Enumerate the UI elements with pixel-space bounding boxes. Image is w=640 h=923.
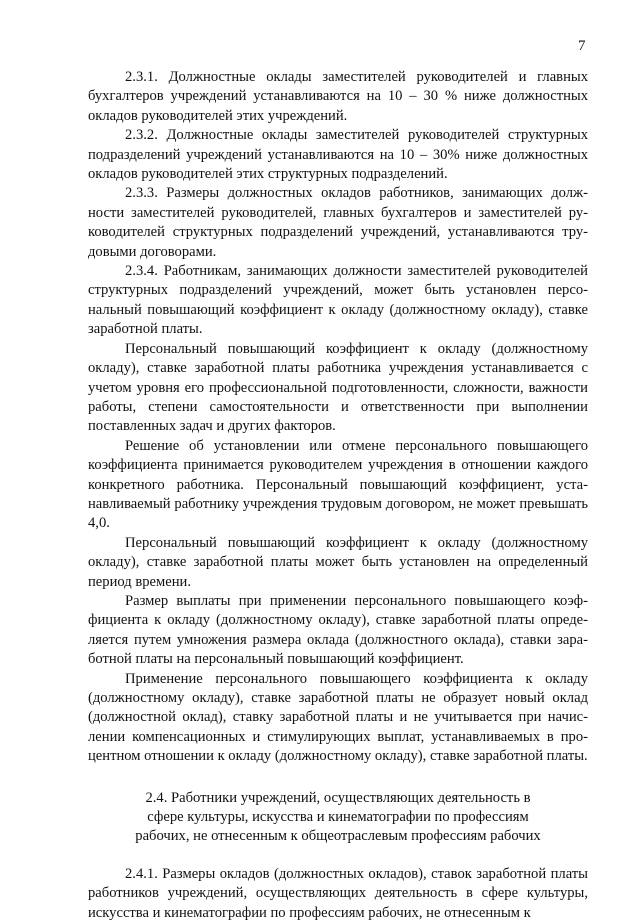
section-heading-line: сфере культуры, искусства и кинематографии по профессиям: [147, 809, 529, 826]
section-heading-2-4: [88, 789, 588, 847]
paragraph-2-4-1: 2.4.1. Размеры окладов (должностных окладов), ставок заработной платы работников учреждений, осуществляющих деятельность в сфере культуры, искусства и кинематографии по профессиям рабочих, не отнесенным к: [88, 865, 588, 921]
paragraph-2-3-2: 2.3.2. Должностные оклады заместителей руководителей структурных подразделений учреждений устанавливаются на 10 – 30% ниже должностных окладов руководителей этих структурных подразделений.: [88, 127, 588, 183]
paragraph-coefficient-definition: Персональный повышающий коэффициент к окладу (должностному окладу), ставке заработной платы работника учреждения устанавливается с учетом уровня его профессиональной подготовленности, сложности, важности работы, степени самостоятельности и ответственности при выполнении поставленных задач и других факторов.: [88, 340, 588, 435]
section-heading-line: рабочих, не отнесенным к общеотраслевым профессиям рабочих: [135, 828, 541, 845]
paragraph-2-3-3: 2.3.3. Размеры должностных окладов работников, занимающих должности заместителей руководителей, главных бухгалтеров и заместителей руководителей структурных подразделений учреждений, устанавливаются трудовыми договорами.: [88, 185, 588, 260]
paragraph-coefficient-application: Применение персонального повышающего коэффициента к окладу (должностному окладу), ставке заработной платы не образует новый оклад (должностной оклад), ставку заработной платы и не учитывается при начислении компенсационных и стимулирующих выплат, устанавливаемых в процентном отношении к окладу (должностному окладу), ставке заработной платы.: [88, 670, 588, 765]
paragraph-coefficient-period: Персональный повышающий коэффициент к окладу (должностному окладу), ставке заработной платы может быть установлен на определенный период времени.: [88, 534, 588, 590]
document-body: [88, 68, 588, 923]
paragraph-2-3-1: 2.3.1. Должностные оклады заместителей руководителей и главных бухгалтеров учреждений устанавливаются на 10 – 30 % ниже должностных окладов руководителей этих учреждений.: [88, 69, 588, 124]
section-heading-line: 2.4. Работники учреждений, осуществляющих деятельность в: [145, 789, 531, 806]
paragraph-coefficient-decision: Решение об установлении или отмене персонального повышающего коэффициента принимается руководителем учреждения в отношении каждого конкретного работника. Персональный повышающий коэффициент, устанавливаемый работнику учреждения трудовым договором, не может превышать 4,0.: [88, 437, 588, 532]
paragraph-2-3-4: 2.3.4. Работникам, занимающих должности заместителей руководителей структурных подразделений учреждений, может быть установлен персональный повышающий коэффициент к окладу (должностному окладу), ставке заработной платы.: [88, 263, 588, 338]
paragraph-payment-size: Размер выплаты при применении персонального повышающего коэффициента к окладу (должностному окладу), ставке заработной платы определяется путем умножения размера оклада (должностного оклада), ставки заработной платы на персональный повышающий коэффициент.: [88, 592, 588, 668]
page-number: 7: [578, 38, 586, 54]
